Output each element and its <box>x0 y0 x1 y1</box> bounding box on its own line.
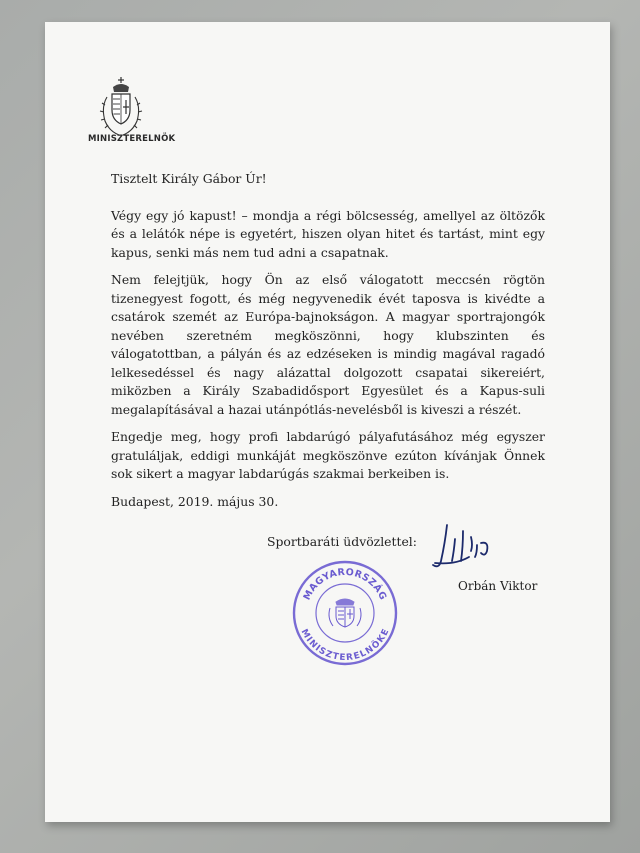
date-line: Budapest, 2019. május 30. <box>111 493 279 509</box>
handwritten-signature <box>425 517 515 577</box>
paragraph-3: Engedje meg, hogy profi labdarúgó pályafutásához még egyszer gratuláljak, eddigi munkáját megköszönve ezúton kívánjak Önnek sok sikert a magyar labdarúgás szakmai berkeiben is. <box>111 429 545 481</box>
closing-line: Sportbaráti üdvözlettel: <box>267 534 417 549</box>
letterhead-office: MINISZTERELNÖK <box>88 134 176 144</box>
stamp-bottom-text: MINISZTERELNÖKE <box>298 627 392 663</box>
letter-body <box>111 170 545 520</box>
official-stamp <box>290 558 400 668</box>
stamp-top-text: MAGYARORSZÁG <box>301 566 389 602</box>
svg-text:MINISZTERELNÖKE <box>299 627 391 662</box>
letter-page <box>45 22 610 822</box>
signer-name: Orbán Viktor <box>458 579 538 593</box>
paragraph-2: Nem felejtjük, hogy Ön az első válogatott meccsén rögtön tizenegyest fogott, és még negyvenedik évét taposva is kivédte a csatárok szemét az Európa-bajnokságon. A magyar sportrajongók nevében szeretném megköszönni, hogy klubszinten és válogatottban, a pályán és az edzéseken is mindig magával ragadó lelkesedéssel és nagy alázattal dolgozott csapatai sikereiért, miközben a Király Szabadidősport Egyesület és a Kapus-suli megalapításával a hazai utánpótlás-nevelésből is kiveszi a részét. <box>111 272 545 417</box>
paragraph-1: Végy egy jó kapust! – mondja a régi bölcsesség, amellyel az öltözők és a lelátók népe is egyetért, hiszen olyan hitet és tartást, mint egy kapus, senki más nem tud adni a csapatnak. <box>111 207 545 260</box>
salutation: Tisztelt Király Gábor Úr! <box>111 171 267 186</box>
